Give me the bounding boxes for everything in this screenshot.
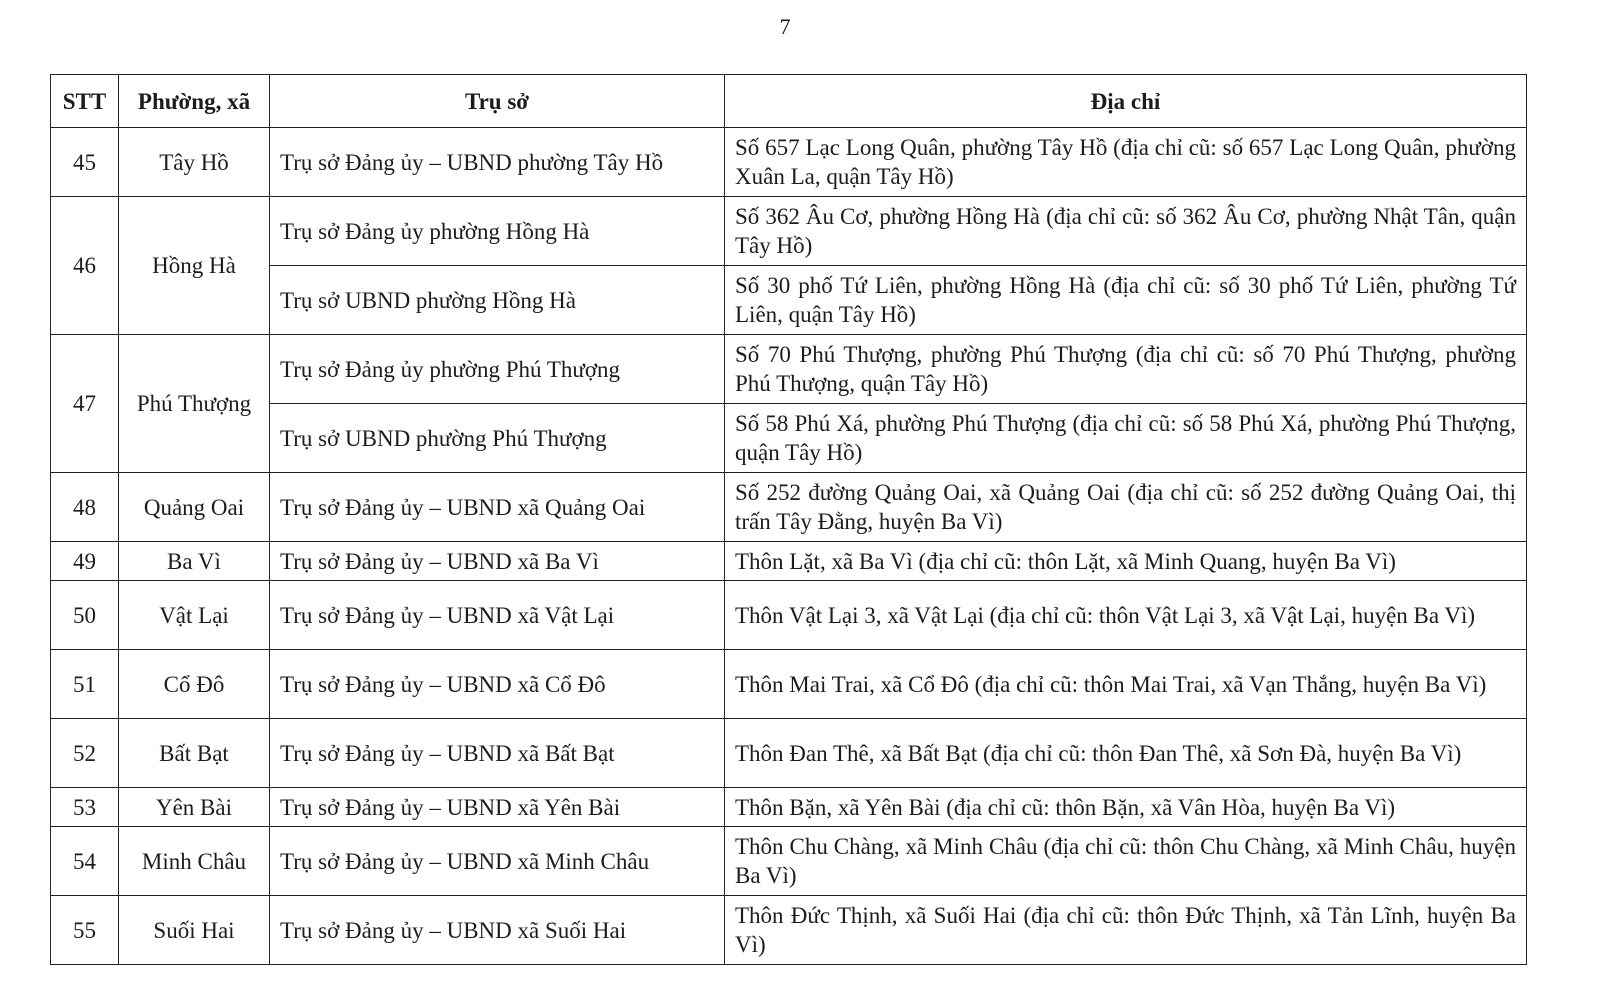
ward-cell: Minh Châu xyxy=(119,827,270,896)
stt-cell: 46 xyxy=(51,197,119,335)
headquarters-table xyxy=(50,74,1527,965)
office-cell: Trụ sở UBND phường Hồng Hà xyxy=(270,266,725,335)
table-row xyxy=(51,581,1527,650)
table-row xyxy=(51,335,1527,404)
address-cell: Thôn Vật Lại 3, xã Vật Lại (địa chỉ cũ: thôn Vật Lại 3, xã Vật Lại, huyện Ba Vì) xyxy=(725,581,1527,650)
ward-cell: Cổ Đô xyxy=(119,650,270,719)
header-stt: STT xyxy=(51,75,119,128)
stt-cell: 53 xyxy=(51,788,119,827)
office-cell: Trụ sở Đảng ủy – UBND xã Vật Lại xyxy=(270,581,725,650)
header-address: Địa chỉ xyxy=(725,75,1527,128)
table-row xyxy=(51,719,1527,788)
ward-cell: Bất Bạt xyxy=(119,719,270,788)
address-cell: Số 362 Âu Cơ, phường Hồng Hà (địa chỉ cũ: số 362 Âu Cơ, phường Nhật Tân, quận Tây Hồ) xyxy=(725,197,1527,266)
stt-cell: 55 xyxy=(51,896,119,965)
ward-cell: Vật Lại xyxy=(119,581,270,650)
ward-cell: Suối Hai xyxy=(119,896,270,965)
office-cell: Trụ sở Đảng ủy – UBND xã Yên Bài xyxy=(270,788,725,827)
table-row xyxy=(51,197,1527,266)
address-cell: Thôn Chu Chàng, xã Minh Châu (địa chỉ cũ: thôn Chu Chàng, xã Minh Châu, huyện Ba Vì) xyxy=(725,827,1527,896)
office-cell: Trụ sở Đảng ủy – UBND xã Cổ Đô xyxy=(270,650,725,719)
table-row xyxy=(51,266,1527,335)
office-cell: Trụ sở Đảng ủy phường Phú Thượng xyxy=(270,335,725,404)
stt-cell: 49 xyxy=(51,542,119,581)
ward-cell: Tây Hồ xyxy=(119,128,270,197)
page-number: 7 xyxy=(779,14,791,39)
table-row xyxy=(51,542,1527,581)
table-body xyxy=(51,128,1527,965)
header-ward: Phường, xã xyxy=(119,75,270,128)
header-office: Trụ sở xyxy=(270,75,725,128)
address-cell: Thôn Bặn, xã Yên Bài (địa chỉ cũ: thôn Bặn, xã Vân Hòa, huyện Ba Vì) xyxy=(725,788,1527,827)
office-cell: Trụ sở Đảng ủy – UBND xã Minh Châu xyxy=(270,827,725,896)
stt-cell: 51 xyxy=(51,650,119,719)
ward-cell: Ba Vì xyxy=(119,542,270,581)
table-row xyxy=(51,896,1527,965)
ward-cell: Yên Bài xyxy=(119,788,270,827)
office-cell: Trụ sở UBND phường Phú Thượng xyxy=(270,404,725,473)
address-cell: Số 58 Phú Xá, phường Phú Thượng (địa chỉ cũ: số 58 Phú Xá, phường Phú Thượng, quận Tây Hồ) xyxy=(725,404,1527,473)
address-cell: Thôn Đức Thịnh, xã Suối Hai (địa chỉ cũ: thôn Đức Thịnh, xã Tản Lĩnh, huyện Ba Vì) xyxy=(725,896,1527,965)
office-cell: Trụ sở Đảng ủy – UBND xã Bất Bạt xyxy=(270,719,725,788)
stt-cell: 54 xyxy=(51,827,119,896)
ward-cell: Phú Thượng xyxy=(119,335,270,473)
address-cell: Số 70 Phú Thượng, phường Phú Thượng (địa chỉ cũ: số 70 Phú Thượng, phường Phú Thượng, quận Tây Hồ) xyxy=(725,335,1527,404)
stt-cell: 45 xyxy=(51,128,119,197)
address-cell: Thôn Mai Trai, xã Cổ Đô (địa chỉ cũ: thôn Mai Trai, xã Vạn Thắng, huyện Ba Vì) xyxy=(725,650,1527,719)
table-row xyxy=(51,128,1527,197)
table-row xyxy=(51,827,1527,896)
office-cell: Trụ sở Đảng ủy – UBND phường Tây Hồ xyxy=(270,128,725,197)
address-cell: Số 252 đường Quảng Oai, xã Quảng Oai (địa chỉ cũ: số 252 đường Quảng Oai, thị trấn Tây Đằng, huyện Ba Vì) xyxy=(725,473,1527,542)
table-row xyxy=(51,473,1527,542)
table-row xyxy=(51,404,1527,473)
stt-cell: 52 xyxy=(51,719,119,788)
office-cell: Trụ sở Đảng ủy – UBND xã Suối Hai xyxy=(270,896,725,965)
office-cell: Trụ sở Đảng ủy – UBND xã Quảng Oai xyxy=(270,473,725,542)
stt-cell: 50 xyxy=(51,581,119,650)
address-cell: Thôn Đan Thê, xã Bất Bạt (địa chỉ cũ: thôn Đan Thê, xã Sơn Đà, huyện Ba Vì) xyxy=(725,719,1527,788)
office-cell: Trụ sở Đảng ủy phường Hồng Hà xyxy=(270,197,725,266)
table-row xyxy=(51,788,1527,827)
table-header-row xyxy=(51,75,1527,128)
office-cell: Trụ sở Đảng ủy – UBND xã Ba Vì xyxy=(270,542,725,581)
address-cell: Số 657 Lạc Long Quân, phường Tây Hồ (địa chỉ cũ: số 657 Lạc Long Quân, phường Xuân La, quận Tây Hồ) xyxy=(725,128,1527,197)
table-row xyxy=(51,650,1527,719)
ward-cell: Quảng Oai xyxy=(119,473,270,542)
stt-cell: 47 xyxy=(51,335,119,473)
address-cell: Số 30 phố Tứ Liên, phường Hồng Hà (địa chỉ cũ: số 30 phố Tứ Liên, phường Tứ Liên, quận Tây Hồ) xyxy=(725,266,1527,335)
address-cell: Thôn Lặt, xã Ba Vì (địa chỉ cũ: thôn Lặt, xã Minh Quang, huyện Ba Vì) xyxy=(725,542,1527,581)
stt-cell: 48 xyxy=(51,473,119,542)
ward-cell: Hồng Hà xyxy=(119,197,270,335)
